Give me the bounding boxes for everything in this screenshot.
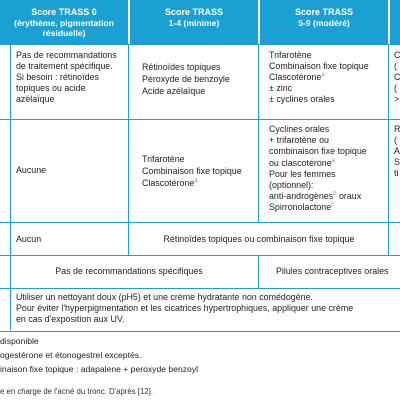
- row2-c4-char: S: [394, 157, 400, 167]
- footnote-marker-b: b: [333, 191, 337, 198]
- header-trass-5-9: [260, 0, 388, 44]
- row3-trass0-cell: [16, 234, 41, 245]
- footnote: ogestérone et étonogestrel exceptés.: [0, 350, 142, 360]
- row2-c3-line: [269, 158, 367, 169]
- header-col1-line2: (érythème, pigmentation: [14, 17, 114, 28]
- row4-c1-line: Pas de recommandations spécifiques: [55, 266, 203, 276]
- row1-c2-line: Péroxyde de benzoyle: [142, 74, 230, 84]
- row1-trass0-cell: [16, 50, 117, 105]
- row1-c3-line: ± cyclines orales: [269, 94, 335, 104]
- header-col2-line2: 1-4 (minime): [168, 17, 220, 28]
- footnote: inaison fixe topique : adapalene + peroxyde benzoyl: [0, 364, 199, 374]
- row2-c3-line: combinaison fixe topique: [269, 146, 367, 157]
- row2-c3-text: ou clascotérone: [269, 157, 332, 168]
- row2-c3-line: (optionnel):: [269, 180, 314, 191]
- header-divider: [258, 0, 259, 44]
- header-col2-line1: Score TRASS: [164, 7, 224, 17]
- header-col1-line3: résiduelle): [42, 28, 86, 38]
- row2-c2-line: [142, 177, 242, 189]
- row1-col4-cut: [394, 50, 400, 105]
- header-trass-1-4: [130, 0, 258, 44]
- row2-c2-line: Combinaison fixe topique: [142, 166, 242, 176]
- row4-contraception-cell: [276, 266, 388, 277]
- row2-c3-line: + trifarotène ou: [269, 135, 329, 146]
- row1-c3-line: Trifarotène: [269, 50, 312, 60]
- row3-c1-line: Aucun: [16, 234, 42, 244]
- row1-c3-line: ± zinc: [269, 83, 293, 93]
- row2-trass0-cell: [16, 165, 46, 176]
- row1-c1-line: Pas de recommandations: [16, 50, 117, 60]
- row1-c2-line: Acide azélaïque: [142, 86, 206, 96]
- row2-c3-text: oraux: [336, 191, 362, 202]
- footnote-marker-a: a: [331, 157, 336, 164]
- header-divider: [388, 0, 389, 44]
- row1-c3-text: Clascotérone: [269, 72, 322, 82]
- row5-line: Pour éviter l'hyperpigmentation et les cicatrices hypertrophiques, appliquer une crème: [16, 303, 354, 313]
- header-col3-line2: 5-9 (modéré): [298, 17, 350, 28]
- row2-trass1-4-cell: [142, 153, 242, 189]
- row2-c3-line: Pour les femmes: [269, 168, 336, 179]
- row2-col4-cut: [394, 124, 400, 179]
- row1-c1-line: Si besoin : rétinoïdes: [16, 72, 99, 82]
- footnote-marker-c: c: [331, 202, 335, 209]
- row2-c2-text: Clascotérone: [142, 178, 195, 188]
- row2-c3-text: anti-androgènes: [269, 191, 334, 202]
- row2-c3-text: Spirronolactone: [269, 202, 332, 213]
- row1-trass1-4-cell: [142, 61, 230, 97]
- header-col4-cut: [390, 0, 400, 44]
- column-divider: [388, 44, 389, 255]
- row3-merged-cell: [130, 234, 388, 245]
- footnote: disponible: [0, 336, 39, 346]
- row5-line: en cas d'exposition aux UV.: [16, 314, 125, 324]
- table-caption: e en charge de l'acné du tronc. D'après [12].: [0, 387, 153, 396]
- row2-c4-char: ti: [394, 168, 399, 178]
- row2-c3-line: [269, 202, 367, 213]
- row2-c3-line: Cyclines orales: [269, 124, 330, 134]
- row3-c2-line: Rétinoïdes topiques ou combinaison fixe topique: [163, 234, 355, 244]
- row1-c4-char: (: [394, 83, 397, 93]
- row1-c4-char: C: [394, 50, 400, 60]
- row4-c2-line: Pilules contraceptives orales: [276, 266, 389, 276]
- row1-c1-line: de traitement spécifique.: [16, 61, 113, 71]
- row1-c3-line: Combinaison fixe topique: [269, 61, 369, 71]
- row1-trass5-9-cell: [269, 50, 369, 105]
- row2-c4-char: R: [394, 124, 400, 134]
- column-divider: [128, 44, 129, 255]
- row1-c2-line: Rétinoïdes topiques: [142, 62, 221, 72]
- footnote-marker-a: a: [321, 72, 325, 79]
- row4-merged-cell: [0, 266, 258, 277]
- row2-c3-line: [269, 191, 367, 202]
- header-col1-line1: Score TRASS 0: [31, 7, 97, 17]
- row1-c1-line: azélaïque: [16, 94, 55, 104]
- header-trass-0: [0, 0, 128, 44]
- row1-c4-char: C: [394, 72, 400, 82]
- row2-c2-line: Trifarotène: [142, 154, 185, 164]
- column-divider: [258, 255, 259, 288]
- row1-c4-char: (: [394, 61, 397, 71]
- footnote-marker-a: a: [194, 178, 198, 185]
- header-col3-line1: Score TRASS: [294, 7, 354, 17]
- row5-line: Utiliser un nettoyant doux (pH5) et une crème hydratante non comédogène.: [16, 292, 313, 302]
- column-divider: [10, 44, 11, 330]
- header-divider: [128, 0, 129, 44]
- row2-c4-char: (: [394, 135, 397, 145]
- row2-c4-char: A: [394, 146, 400, 156]
- row1-c3-line: [269, 72, 369, 83]
- row2-trass5-9-cell: [269, 124, 367, 214]
- column-divider: [258, 44, 259, 222]
- row5-general-cell: [16, 292, 353, 325]
- row2-c1-line: Aucune: [16, 165, 47, 175]
- row1-c1-line: topiques ou acide: [16, 83, 86, 93]
- row1-c4-char: >: [394, 94, 400, 104]
